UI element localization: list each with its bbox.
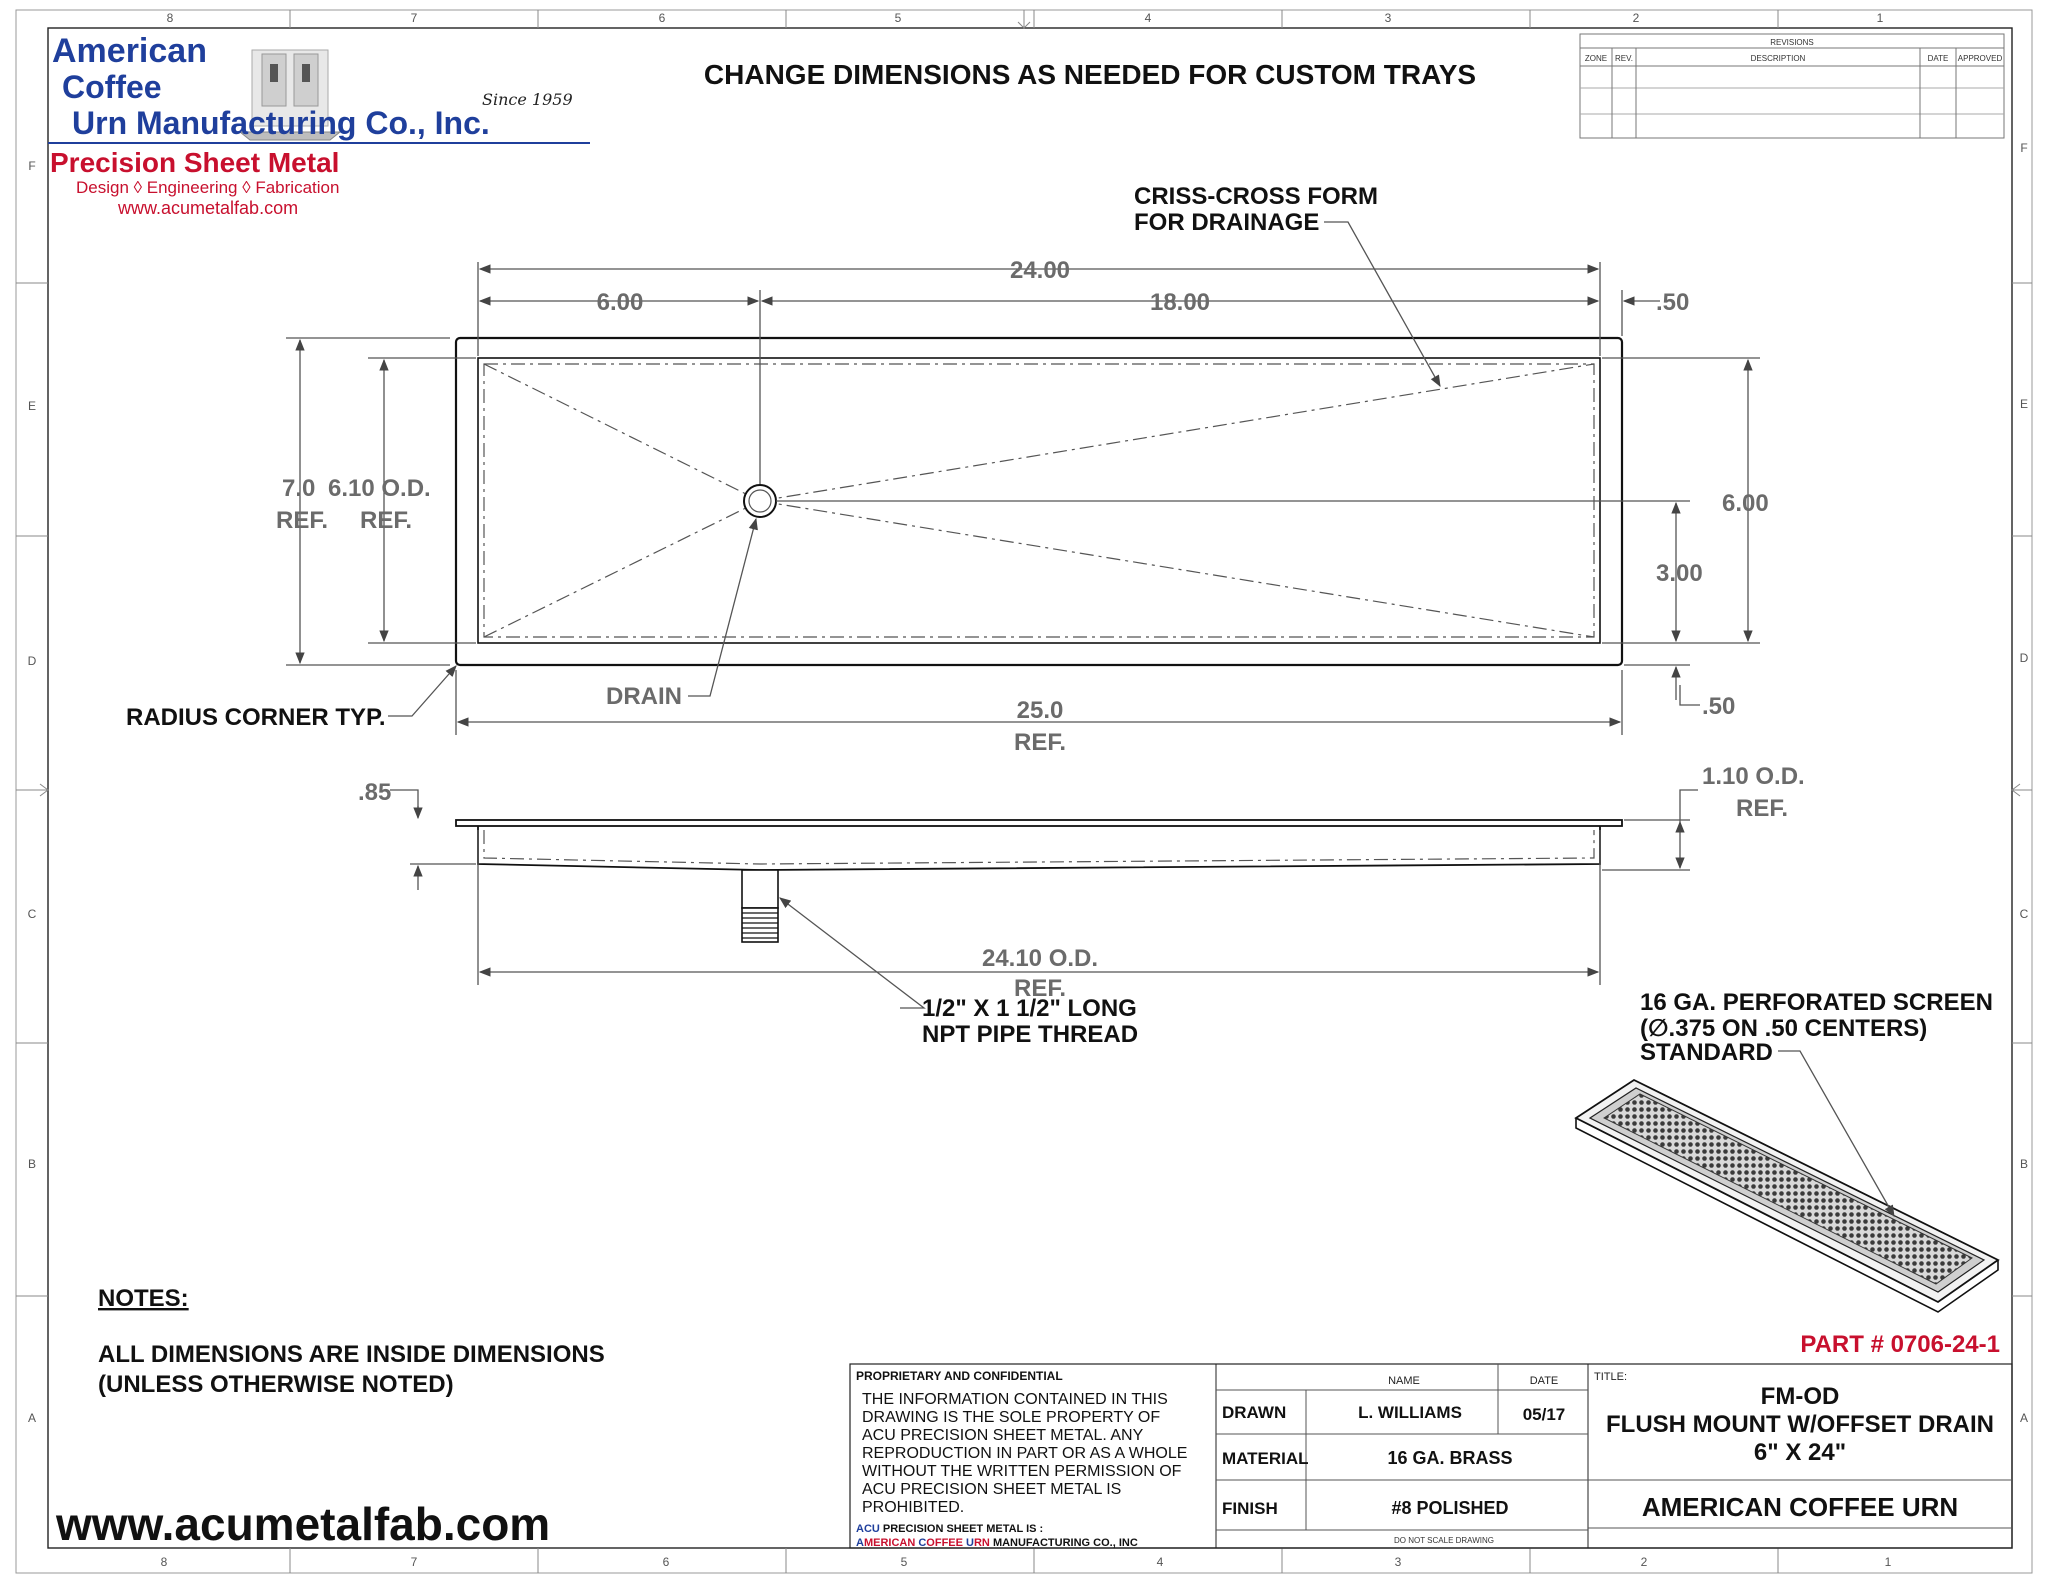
proprietary-line-2: DRAWING IS THE SOLE PROPERTY OF bbox=[862, 1409, 1161, 1426]
dim-od-height-ref: REF. bbox=[360, 507, 413, 534]
zone-bottom-4: 4 bbox=[1156, 1555, 1164, 1569]
logo-url: www.acumetalfab.com bbox=[118, 198, 299, 218]
zone-left-D: D bbox=[27, 654, 37, 668]
company-logo bbox=[48, 32, 590, 218]
proprietary-title: PROPRIETARY AND CONFIDENTIAL bbox=[856, 1369, 1063, 1383]
material-value: 16 GA. BRASS bbox=[1387, 1448, 1513, 1468]
drawn-label: DRAWN bbox=[1222, 1403, 1287, 1422]
logo-services: Design ◊ Engineering ◊ Fabrication bbox=[76, 178, 340, 197]
zone-right-C: C bbox=[2019, 907, 2029, 921]
zone-top-2: 2 bbox=[1632, 11, 1640, 25]
revisions-header-description: DESCRIPTION bbox=[1750, 54, 1806, 63]
zone-left-F: F bbox=[28, 159, 36, 173]
zone-ticks bbox=[16, 10, 2032, 1573]
revisions-header-approved: APPROVED bbox=[1957, 54, 2003, 63]
side-pan bbox=[478, 826, 1600, 870]
callout-screen-2: (∅.375 ON .50 CENTERS) bbox=[1640, 1015, 1928, 1042]
zone-right-A: A bbox=[2019, 1411, 2029, 1425]
revisions-header-rev: REV. bbox=[1615, 54, 1633, 63]
date-header: DATE bbox=[1529, 1375, 1559, 1387]
zone-top-8: 8 bbox=[166, 11, 174, 25]
zone-bottom-1: 1 bbox=[1884, 1555, 1892, 1569]
drawing-heading: CHANGE DIMENSIONS AS NEEDED FOR CUSTOM TRAYS bbox=[703, 59, 1477, 90]
dim-outer-height: 7.0 bbox=[282, 475, 316, 502]
proprietary-line-7: PROHIBITED. bbox=[862, 1499, 965, 1516]
dim-18-00: 18.00 bbox=[1149, 289, 1211, 316]
dim-6-00-left: 6.00 bbox=[596, 289, 644, 316]
zone-top-1: 1 bbox=[1876, 11, 1884, 25]
revisions-header-date: DATE bbox=[1927, 54, 1949, 63]
zone-left-C: C bbox=[27, 907, 37, 921]
notes-line-2: (UNLESS OTHERWISE NOTED) bbox=[98, 1371, 454, 1398]
callout-drain: DRAIN bbox=[606, 683, 682, 710]
dim-inside-height: 6.00 bbox=[1722, 490, 1769, 517]
acu-company-label: MANUFACTURING CO., INC bbox=[992, 1537, 1138, 1549]
zone-right-E: E bbox=[2019, 397, 2029, 411]
svg-text:ACU PRECISION SHEET METAL IS :: ACU PRECISION SHEET METAL IS : bbox=[856, 1523, 1044, 1535]
dim-overall-length: 25.0 bbox=[1016, 697, 1064, 724]
proprietary-line-6: ACU PRECISION SHEET METAL IS bbox=[862, 1481, 1122, 1498]
logo-line-3: Urn Manufacturing Co., Inc. bbox=[72, 105, 490, 141]
zone-bottom-6: 6 bbox=[662, 1555, 670, 1569]
acu-is-label: PRECISION SHEET METAL IS : bbox=[882, 1523, 1044, 1535]
title-line-3: 6" X 24" bbox=[1753, 1439, 1847, 1466]
dim-od-height: 6.10 O.D. bbox=[328, 475, 431, 502]
zone-top-6: 6 bbox=[658, 11, 666, 25]
notes-title: NOTES: bbox=[98, 1285, 189, 1312]
side-flange bbox=[456, 820, 1622, 826]
notes-line-1: ALL DIMENSIONS ARE INSIDE DIMENSIONS bbox=[98, 1341, 605, 1368]
zone-left-B: B bbox=[27, 1157, 37, 1171]
material-label: MATERIAL bbox=[1222, 1449, 1309, 1468]
zone-bottom-5: 5 bbox=[900, 1555, 908, 1569]
zone-right-D: D bbox=[2019, 651, 2029, 665]
proprietary-line-1: THE INFORMATION CONTAINED IN THIS bbox=[862, 1391, 1168, 1408]
dim-outer-height-ref: REF. bbox=[276, 507, 329, 534]
revisions-header-zone: ZONE bbox=[1584, 54, 1608, 63]
finish-value: #8 POLISHED bbox=[1391, 1498, 1509, 1518]
dim-side-depth: .85 bbox=[358, 779, 392, 806]
callout-pipe-1: 1/2" X 1 1/2" LONG bbox=[922, 995, 1137, 1022]
logo-line-2: Coffee bbox=[62, 69, 162, 105]
zone-top-4: 4 bbox=[1144, 11, 1152, 25]
callout-criss-cross-1: CRISS-CROSS FORM bbox=[1134, 183, 1379, 210]
callout-criss-cross-2: FOR DRAINAGE bbox=[1134, 209, 1320, 236]
logo-since: Since 1959 bbox=[482, 90, 573, 109]
center-marker-top bbox=[1018, 10, 1030, 28]
finish-label: FINISH bbox=[1222, 1499, 1278, 1518]
npt-pipe-thread bbox=[742, 870, 778, 942]
company-name: AMERICAN COFFEE URN bbox=[1641, 1492, 1959, 1522]
zone-top-7: 7 bbox=[410, 11, 418, 25]
isometric-view bbox=[1576, 1056, 1998, 1312]
drawn-name: L. WILLIAMS bbox=[1358, 1403, 1462, 1422]
svg-text:AMERICAN COFFEE URN MANUFACTUR: AMERICAN COFFEE URN MANUFACTURING CO., INC bbox=[856, 1537, 1138, 1549]
logo-line-1: American bbox=[52, 32, 207, 70]
perforated-screen bbox=[1604, 1094, 1972, 1284]
part-number: PART # 0706-24-1 bbox=[1800, 1331, 2000, 1358]
zone-bottom-2: 2 bbox=[1640, 1555, 1648, 1569]
zone-bottom-3: 3 bbox=[1394, 1555, 1402, 1569]
dim-24-00: 24.00 bbox=[1009, 257, 1071, 284]
zone-right-F: F bbox=[2020, 141, 2028, 155]
title-line-2: FLUSH MOUNT W/OFFSET DRAIN bbox=[1606, 1411, 1994, 1438]
center-marker-right bbox=[2012, 784, 2028, 796]
dim-flange-right: .50 bbox=[1656, 289, 1690, 316]
drawn-date: 05/17 bbox=[1522, 1405, 1566, 1424]
website-footer: www.acumetalfab.com bbox=[56, 1498, 551, 1550]
logo-tagline: Precision Sheet Metal bbox=[50, 147, 340, 178]
zone-bottom-7: 7 bbox=[410, 1555, 418, 1569]
dim-drain-offset: 3.00 bbox=[1656, 560, 1703, 587]
callout-screen-1: 16 GA. PERFORATED SCREEN bbox=[1640, 989, 1993, 1016]
no-scale-note: DO NOT SCALE DRAWING bbox=[1393, 1536, 1495, 1545]
side-view bbox=[456, 820, 1622, 942]
title-label: TITLE: bbox=[1594, 1371, 1628, 1383]
center-marker-left bbox=[32, 784, 48, 796]
zone-top-3: 3 bbox=[1384, 11, 1392, 25]
title-line-1: FM-OD bbox=[1760, 1383, 1840, 1410]
dim-side-od-ref: REF. bbox=[1736, 795, 1789, 822]
callout-screen-3: STANDARD bbox=[1640, 1039, 1773, 1066]
zone-left-A: A bbox=[27, 1411, 37, 1425]
sheet-border-outer bbox=[16, 10, 2032, 1573]
dim-overall-length-ref: REF. bbox=[1013, 729, 1067, 756]
top-view-callouts bbox=[388, 222, 1440, 716]
zone-bottom-8: 8 bbox=[160, 1555, 168, 1569]
dim-flange-bottom: .50 bbox=[1702, 693, 1736, 720]
proprietary-line-4: REPRODUCTION IN PART OR AS A WHOLE bbox=[862, 1445, 1188, 1462]
revisions-table bbox=[1580, 34, 2004, 138]
zone-top-5: 5 bbox=[894, 11, 902, 25]
revisions-title: REVISIONS bbox=[1770, 38, 1814, 47]
name-header: NAME bbox=[1388, 1375, 1420, 1387]
proprietary-line-3: ACU PRECISION SHEET METAL. ANY bbox=[862, 1427, 1144, 1444]
callout-pipe-2: NPT PIPE THREAD bbox=[922, 1021, 1139, 1048]
dim-side-length: 24.10 O.D. bbox=[981, 945, 1099, 972]
zone-right-B: B bbox=[2019, 1157, 2029, 1171]
proprietary-line-5: WITHOUT THE WRITTEN PERMISSION OF bbox=[862, 1463, 1182, 1480]
dim-side-length-ref: REF. bbox=[1013, 975, 1067, 1002]
zone-left-E: E bbox=[27, 399, 37, 413]
callout-radius-corner: RADIUS CORNER TYP. bbox=[126, 704, 386, 731]
dim-side-od-height: 1.10 O.D. bbox=[1702, 763, 1805, 790]
